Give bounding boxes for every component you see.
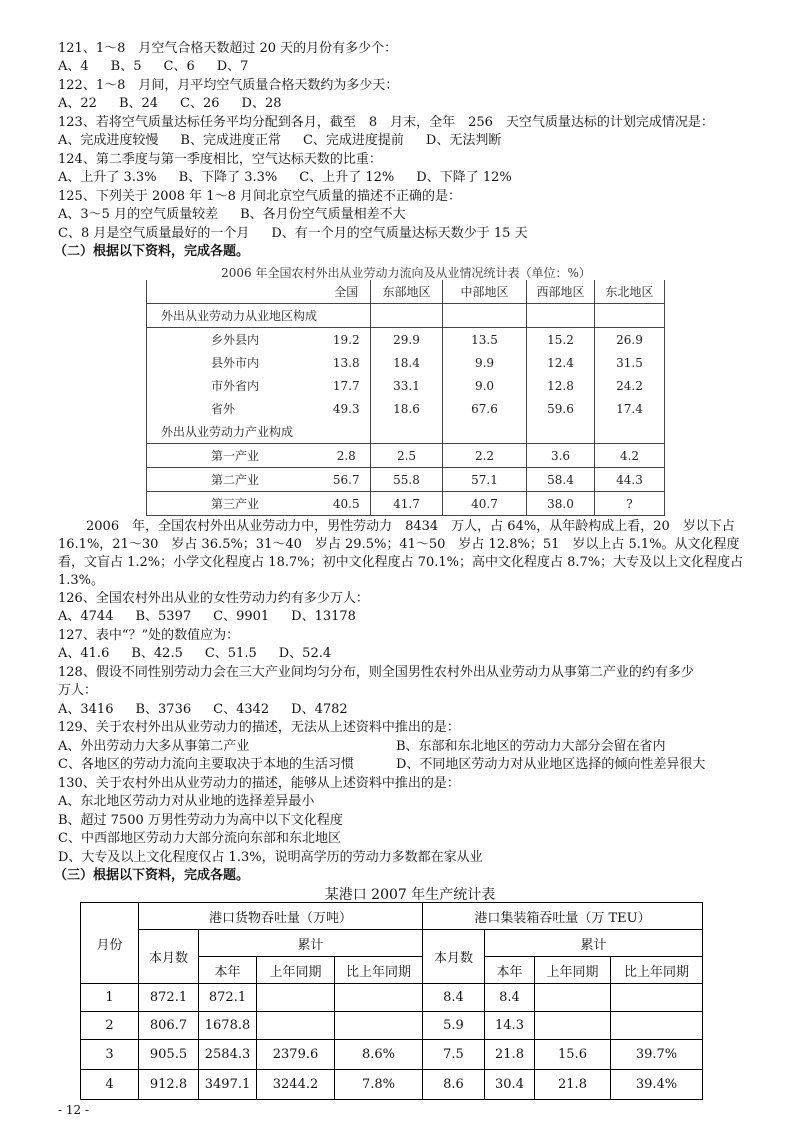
question-129-option-a: A、外出劳动力大多从事第二产业 — [58, 739, 250, 754]
cell: 2.2 — [443, 444, 527, 468]
cell: 912.8 — [139, 1070, 199, 1100]
cell — [335, 1012, 423, 1040]
cell: 40.7 — [443, 492, 527, 516]
cell: 21.8 — [485, 1040, 535, 1070]
cell: 872.1 — [139, 984, 199, 1012]
cell: 5.9 — [423, 1012, 485, 1040]
cell: 2 — [81, 1012, 139, 1040]
column-header: 西部地区 — [527, 280, 595, 304]
question-129-option-c: C、各地区的劳动力流向主要取决于本地的生活习惯 — [58, 757, 354, 772]
column-header: 港口集装箱吞吐量（万 TEU） — [423, 903, 703, 930]
table-row — [147, 351, 665, 374]
labor-flow-table — [146, 280, 665, 516]
cell: 3244.2 — [257, 1070, 335, 1100]
table-group-row — [147, 420, 665, 444]
cell: 9.0 — [443, 374, 527, 397]
option: B、下降了 3.3% — [178, 170, 278, 185]
option: D、下降了 12% — [416, 170, 512, 185]
option: A、4 — [58, 59, 89, 74]
question-128: 128、假设不同性别劳动力会在三大产业间均匀分布，则全国男性农村外出从业劳动力从事第二产业的约有多少 — [58, 665, 694, 680]
cell: 17.7 — [332, 378, 360, 393]
cell: 4 — [81, 1070, 139, 1100]
option: B、完成进度正常 — [180, 133, 281, 148]
cell: 38.0 — [527, 492, 595, 516]
question-129-option-d: D、不同地区劳动力对从业地区选择的倾向性差异很大 — [396, 757, 706, 772]
section-heading-3: （三）根据以下资料，完成各题。 — [54, 868, 250, 883]
column-header: 本年 — [485, 957, 535, 984]
table-row — [81, 984, 703, 1012]
cell: 29.9 — [371, 328, 443, 352]
cell: 8.4 — [485, 984, 535, 1012]
table2-header-row-1 — [81, 903, 703, 930]
option: B、5 — [110, 59, 142, 74]
cell: 14.3 — [485, 1012, 535, 1040]
option: C、26 — [180, 96, 220, 111]
cell: 13.5 — [443, 328, 527, 352]
option: A、41.6 — [58, 646, 110, 661]
question-128-options — [58, 701, 370, 719]
cell — [611, 1012, 703, 1040]
row-label: 市外省内 — [147, 374, 323, 397]
row-label: 第一产业 — [147, 444, 323, 468]
option: C、8 月是空气质量最好的一个月 — [58, 226, 250, 241]
cell: 17.4 — [595, 397, 665, 420]
question-128-cont: 万人： — [58, 683, 98, 698]
question-124: 124、第二季度与第一季度相比，空气达标天数的比重： — [58, 152, 382, 167]
option: C、上升了 12% — [299, 170, 395, 185]
cell — [257, 1012, 335, 1040]
cell: 2584.3 — [199, 1040, 257, 1070]
cell: 905.5 — [139, 1040, 199, 1070]
question-124-options — [58, 169, 534, 187]
cell: 55.8 — [371, 468, 443, 492]
cell: 872.1 — [199, 984, 257, 1012]
table-row — [147, 328, 665, 352]
option: B、42.5 — [131, 646, 183, 661]
row-label: 第二产业 — [147, 468, 323, 492]
option: C、完成进度提前 — [302, 133, 404, 148]
port-statistics-table — [80, 902, 703, 1100]
group-label: 外出从业劳动力从业地区构成 — [147, 304, 323, 328]
question-130-option-d: D、大专及以上文化程度仅占 1.3%，说明高学历的劳动力多数都在家从业 — [58, 850, 483, 865]
question-123: 123、若将空气质量达标任务平均分配到各月，截至 8 月末，全年 256 天空气质量达标的计划完成情况是： — [58, 115, 714, 130]
table-row — [81, 1012, 703, 1040]
table-header-row — [147, 280, 665, 304]
option: D、有一个月的空气质量达标天数少于 15 天 — [271, 226, 528, 241]
cell: 18.6 — [371, 397, 443, 420]
cell: 56.7 — [323, 468, 371, 492]
column-header: 港口货物吞吐量（万吨） — [139, 903, 423, 930]
table2-title: 某港口 2007 年生产统计表 — [324, 887, 496, 903]
cell — [335, 984, 423, 1012]
cell: 8.6% — [335, 1040, 423, 1070]
cell: 41.7 — [371, 492, 443, 516]
cell: 12.8 — [527, 374, 595, 397]
cell: 19.2 — [323, 328, 371, 352]
cell: 49.3 — [332, 401, 360, 416]
table-row — [147, 492, 665, 516]
question-122: 122、1～8 月间，月平均空气质量合格天数约为多少天： — [58, 78, 399, 93]
table-row — [147, 444, 665, 468]
option: A、完成进度较慢 — [58, 133, 159, 148]
cell: 18.4 — [371, 351, 443, 374]
cell: 39.4% — [611, 1070, 703, 1100]
option: D、无法判断 — [425, 133, 502, 148]
cell: 1 — [81, 984, 139, 1012]
page-number: - 12 - — [58, 1103, 90, 1117]
column-header: 全国 — [334, 285, 359, 299]
question-125: 125、下列关于 2008 年 1～8 月间北京空气质量的描述不正确的是： — [58, 189, 461, 204]
row-label: 县外市内 — [147, 351, 323, 374]
option: D、13178 — [291, 609, 356, 624]
question-130-option-c: C、中西部地区劳动力大部分流向东部和东北地区 — [58, 831, 341, 846]
question-126: 126、全国农村外出从业的女性劳动力约有多少万人： — [58, 591, 369, 606]
question-125-options-row1 — [58, 206, 428, 224]
column-header: 东北地区 — [595, 280, 665, 304]
column-header: 上年同期 — [535, 957, 611, 984]
question-127-options — [58, 645, 353, 663]
cell: 59.6 — [527, 397, 595, 420]
table2-header-row-2 — [81, 930, 703, 957]
cell: 2.5 — [371, 444, 443, 468]
option: D、28 — [241, 96, 282, 111]
question-121: 121、1～8 月空气合格天数超过 20 天的月份有多少个： — [58, 41, 398, 56]
table-row — [81, 1040, 703, 1070]
cell: 7.8% — [335, 1070, 423, 1100]
question-125-options-row2 — [58, 225, 550, 243]
section-heading-2: （二）根据以下资料，完成各题。 — [54, 244, 250, 259]
cell: 3 — [81, 1040, 139, 1070]
option: B、5397 — [135, 609, 192, 624]
data-paragraph-2006: 2006 年，全国农村外出从业劳动力中，男性劳动力 8434 万人，占 64%，从年龄构成上看，20 岁以下占 16.1%，21～30 岁占 36.5%；31～40 岁占 29.5%；41～50 岁占 12.8%；51 岁以上占 5.1%。从文化程度看，文盲占 1.2%；小学文化程度占 18.7%；初中文化程度占 70.1%；高中文化程度占 8.7%；大专及以上文化程度占 1.3%。 — [58, 519, 744, 588]
cell: 21.8 — [535, 1070, 611, 1100]
table-group-row — [147, 304, 665, 328]
cell: 8.6 — [423, 1070, 485, 1100]
column-header: 东部地区 — [371, 280, 443, 304]
cell: 7.5 — [423, 1040, 485, 1070]
question-129: 129、关于农村外出从业劳动力的描述，无法从上述资料中推出的是： — [58, 720, 460, 735]
cell: 3497.1 — [199, 1070, 257, 1100]
question-121-options — [58, 58, 270, 76]
cell — [611, 984, 703, 1012]
column-header: 本年 — [199, 957, 257, 984]
option: C、4342 — [213, 702, 270, 717]
group-label: 外出从业劳动力产业构成 — [147, 420, 323, 444]
cell: 58.4 — [527, 468, 595, 492]
cell: 67.6 — [443, 397, 527, 420]
cell: 15.2 — [527, 328, 595, 352]
column-header: 比上年同期 — [335, 957, 423, 984]
cell: 24.2 — [595, 374, 665, 397]
option: A、4744 — [58, 609, 114, 624]
option: A、3416 — [58, 702, 114, 717]
cell: 31.5 — [595, 351, 665, 374]
question-129-option-b: B、东部和东北地区的劳动力大部分会留在省内 — [396, 739, 666, 754]
question-130: 130、关于农村外出从业劳动力的描述，能够从上述资料中推出的是： — [58, 776, 460, 791]
cell: 33.1 — [371, 374, 443, 397]
cell — [535, 1012, 611, 1040]
question-130-option-a: A、东北地区劳动力对从业地的选择差异最小 — [58, 794, 315, 809]
option: D、7 — [216, 59, 249, 74]
cell: 9.9 — [443, 351, 527, 374]
cell: 1678.8 — [199, 1012, 257, 1040]
table-row — [147, 374, 665, 397]
cell: 57.1 — [443, 468, 527, 492]
table-row — [147, 397, 665, 420]
cell: 806.7 — [139, 1012, 199, 1040]
row-label: 乡外县内 — [147, 328, 323, 352]
cell: 3.6 — [527, 444, 595, 468]
cell: 13.8 — [332, 355, 360, 370]
column-header: 中部地区 — [443, 280, 527, 304]
cell: ? — [595, 492, 665, 516]
option: C、6 — [163, 59, 195, 74]
table1-title: 2006 年全国农村外出从业劳动力流向及从业情况统计表（单位：%） — [221, 266, 591, 280]
cell — [535, 984, 611, 1012]
cell: 30.4 — [485, 1070, 535, 1100]
option: A、3～5 月的空气质量较差 — [58, 207, 219, 222]
row-label: 省外 — [147, 397, 323, 420]
option: D、4782 — [291, 702, 348, 717]
cell: 44.3 — [595, 468, 665, 492]
column-header: 月份 — [81, 903, 139, 984]
cell: 12.4 — [527, 351, 595, 374]
question-127: 127、表中“？”处的数值应为： — [58, 628, 240, 643]
option: C、9901 — [213, 609, 270, 624]
question-130-option-b: B、超过 7500 万男性劳动力为高中以下文化程度 — [58, 813, 343, 828]
column-header: 累计 — [199, 930, 423, 957]
column-header: 比上年同期 — [611, 957, 703, 984]
cell: 2.8 — [323, 444, 371, 468]
option: C、51.5 — [204, 646, 257, 661]
cell: 39.7% — [611, 1040, 703, 1070]
option: D、52.4 — [278, 646, 332, 661]
cell: 40.5 — [323, 492, 371, 516]
option: B、24 — [118, 96, 159, 111]
option: A、22 — [58, 96, 97, 111]
column-header: 累计 — [485, 930, 703, 957]
option: B、各月份空气质量相差不大 — [240, 207, 406, 222]
column-header: 本月数 — [423, 930, 485, 984]
cell: 26.9 — [595, 328, 665, 352]
cell: 2379.6 — [257, 1040, 335, 1070]
row-label: 第三产业 — [147, 492, 323, 516]
cell: 4.2 — [595, 444, 665, 468]
option: B、3736 — [135, 702, 192, 717]
cell: 15.6 — [535, 1040, 611, 1070]
question-126-options — [58, 608, 378, 626]
column-header: 本月数 — [139, 930, 199, 984]
table-row — [147, 468, 665, 492]
option: A、上升了 3.3% — [58, 170, 157, 185]
question-122-options — [58, 95, 304, 113]
column-header: 上年同期 — [257, 957, 335, 984]
table-row — [81, 1070, 703, 1100]
cell — [257, 984, 335, 1012]
question-123-options — [58, 132, 523, 150]
cell: 8.4 — [423, 984, 485, 1012]
